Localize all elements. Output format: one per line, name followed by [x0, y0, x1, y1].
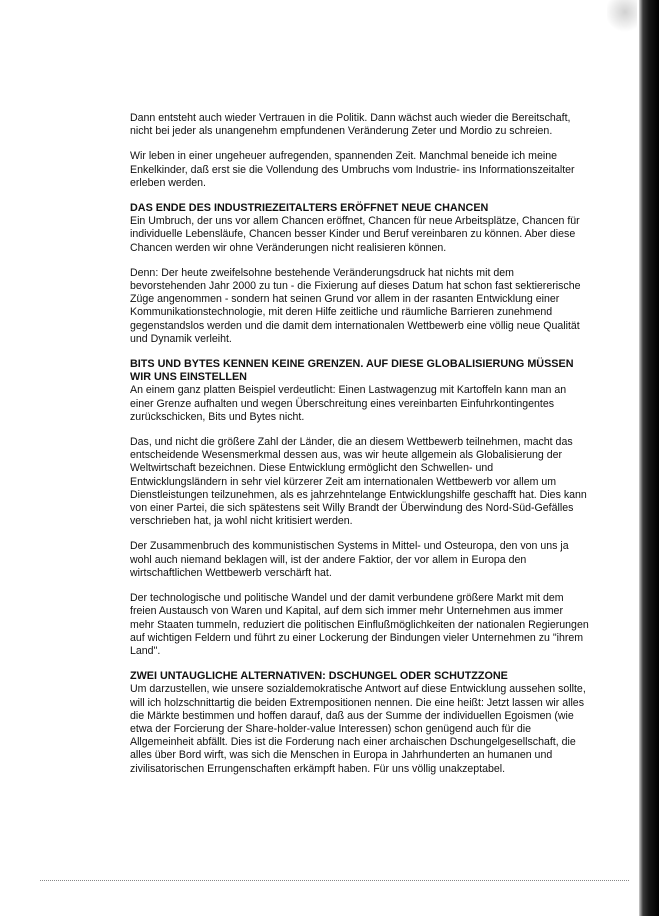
paragraph-4: Denn: Der heute zweifelsohne bestehende Veränderungsdruck hat nichts mit dem bevorstehenden Jahr 2000 zu tun - die Fixierung auf dieses Datum hat schon fast sektiererische Züge angenommen - sondern hat seinen Grund vor allem in der rasanten Entwicklung einer Kommunikationstechnologie, mit deren Hilfe zeitliche und räumliche Barrieren zunehmend gegenstandslos werden und die damit dem internationalen Wettbewerb eine völlig neue Qualität und Dynamik verleiht. [130, 266, 581, 345]
section-heading-3: ZWEI UNTAUGLICHE ALTERNATIVEN: DSCHUNGEL ODER SCHUTZZONE [130, 670, 508, 683]
scan-edge-shadow [639, 0, 659, 916]
paragraph-9: Um darzustellen, wie unsere sozialdemokratische Antwort auf diese Entwicklung aussehen sollte, will ich holzschnittartig die beiden Extrempositionen nennen. Die eine heißt: Jetzt lassen wir alles die Märkte bestimmen und hoffen darauf, daß aus der Summe der individuellen Egoismen (wie etwa der Forcierung der Share-holder-value Interessen) schon genügend auch für die Allgemeinheit abfällt. Dies ist die Forderung nach einer archaischen Dschungelgesellschaft, die alles über Bord wirft, was sich die Menschen in Europa in Jahrhunderten an humanen und zivilisatorischen Errungenschaften erkämpft haben. Für uns völlig unakzeptabel. [130, 683, 586, 775]
paragraph-6: Das, und nicht die größere Zahl der Länder, die an diesem Wettbewerb teilnehmen, macht das entscheidende Wesensmerkmal dessen aus, was wir heute allgemein als Globalisierung der Weltwirtschaft bezeichnen. Diese Entwicklung ermöglicht den Schwellen- und Entwicklungsländern in sehr viel kürzerer Zeit am internationalen Wettbewerb vor allem um Dienstleistungen teilzunehmen, als es jahrzehntelange Entwicklungshilfe geschafft hat. Dies kann von einer Partei, die sich spätestens seit Willy Brandt der Überwindung des Nord-Süd-Gefälles verschrieben hat, ja wohl nicht kritisiert werden. [130, 436, 587, 528]
paragraph-8: Der technologische und politische Wandel und der damit verbundene größere Markt mit dem freien Austausch von Waren und Kapital, auf dem sich immer mehr Unternehmen aus immer mehr Staaten tummeln, reduziert die politischen Einflußmöglichkeiten der nationalen Regierungen auf wichtigen Feldern und führt zu einer Lockerung der Bindungen vieler Unternehmen zu "ihrem Land". [130, 592, 589, 657]
section-alternativen [130, 670, 590, 776]
section-heading-2: BITS UND BYTES KENNEN KEINE GRENZEN. AUF DIESE GLOBALISIERUNG MÜSSEN WIR UNS EINSTELLEN [130, 358, 574, 384]
paragraph-7: Der Zusammenbruch des kommunistischen Systems in Mittel- und Osteuropa, den von uns ja wohl auch niemand beklagen will, ist der andere Faktior, der vor allem in Europa den wirtschaftlichen Wettbewerb verschärft hat. [130, 540, 569, 579]
document-body [130, 112, 590, 788]
paragraph-5: An einem ganz platten Beispiel verdeutlicht: Einen Lastwagenzug mit Kartoffeln kann man an einer Grenze aufhalten und wegen Überschreitung eines vereinbarten Einfuhrkontingentes zurückschicken, Bits und Bytes nicht. [130, 384, 567, 423]
paragraph-1: Dann entsteht auch wieder Vertrauen in die Politik. Dann wächst auch wieder die Bereitschaft, nicht bei jeder als unangenehm empfundenen Veränderung Zeter und Mordio zu schreien. [130, 112, 571, 138]
section-industriezeitalter [130, 202, 590, 255]
section-heading-1: DAS ENDE DES INDUSTRIEZEITALTERS ERÖFFNET NEUE CHANCEN [130, 202, 489, 215]
scan-bottom-line [40, 880, 629, 882]
paragraph-3: Ein Umbruch, der uns vor allem Chancen eröffnet, Chancen für neue Arbeitsplätze, Chancen für individuelle Lebensläufe, Chancen besser Kinder und Beruf vereinbaren zu können. Aber diese Chancen werden wir ohne Veränderungen nicht realisieren können. [130, 215, 580, 254]
paragraph-2: Wir leben in einer ungeheuer aufregenden, spannenden Zeit. Manchmal beneide ich meine Enkelkinder, daß erst sie die Vollendung des Umbruchs vom Industrie- ins Informationszeitalter erleben werden. [130, 150, 575, 189]
section-globalisierung [130, 358, 590, 424]
scan-corner-mark [607, 0, 637, 40]
